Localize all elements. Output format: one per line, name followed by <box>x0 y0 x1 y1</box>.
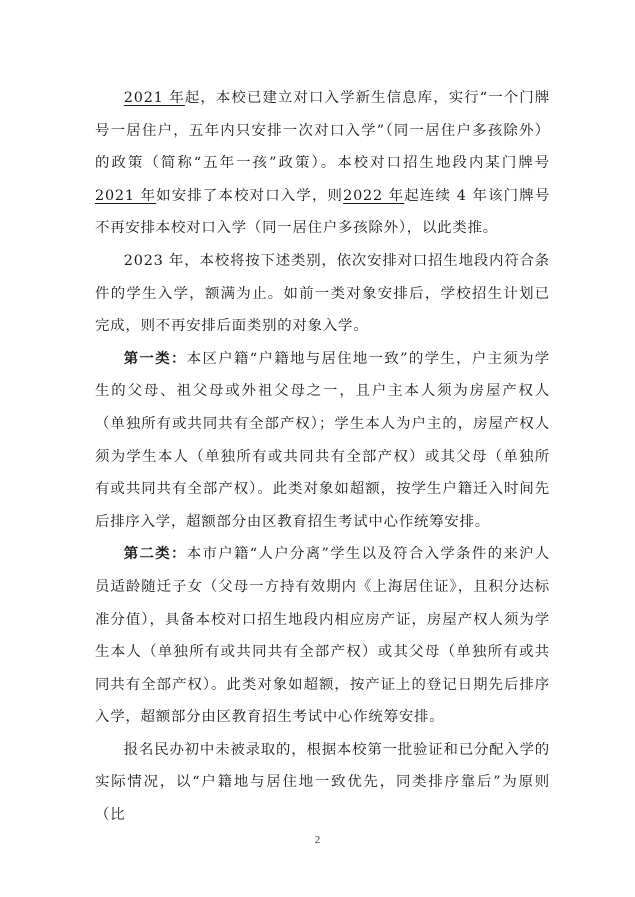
paragraph-category-one <box>95 343 550 539</box>
page-number: 2 <box>314 834 321 846</box>
paragraph-five-year-policy <box>95 82 550 245</box>
paragraph-private-school <box>95 734 550 832</box>
category-two-heading: 第二类： <box>123 545 187 563</box>
paragraph-category-two <box>95 538 550 734</box>
paragraph-2023-arrangement <box>95 245 550 343</box>
paragraph-text: 起，本校已建立对口入学新生信息库，实行“一个门牌号一居住户，五年内只安排一次对口入学”（同一居住户多孩除外）的政策（简称“五年一孩”政策）。本校对口招生地段内某门牌号 <box>95 90 551 172</box>
underlined-year: 2021 年 <box>95 187 157 204</box>
underlined-year: 2022 年 <box>343 187 405 204</box>
underlined-year: 2021 年 <box>123 90 185 106</box>
paragraph-text: 本区户籍“户籍地与居住地一致”的学生，户主须为学生的父母、祖父母或外祖父母之一，且户主本人须为房屋产权人（单独所有或共同共有全部产权）；学生本人为户主的，房屋产权人须为学生本人（单独所有或共同共有全部产权）或其父母（单独所有或共同共有全部产权）。此类对象如超额，按学生户籍迁入时间先后排序入学，超额部分由区教育招生考试中心作统筹安排。 <box>95 350 551 530</box>
paragraph-text: 如安排了本校对口入学，则 <box>156 187 344 204</box>
paragraph-text: 报名民办初中未被录取的，根据本校第一批验证和已分配入学的实际情况，以“户籍地与居住地一致优先，同类排序靠后”为原则（比 <box>95 741 550 824</box>
paragraph-text: 2023 年，本校将按下述类别，依次安排对口招生地段内符合条件的学生入学，额满为止。如前一类对象安排后，学校招生计划已完成，则不再安排后面类别的对象入学。 <box>95 252 550 335</box>
paragraph-text: 本市户籍“人户分离”学生以及符合入学条件的来沪人员适龄随迁子女（父母一方持有效期内《上海居住证》，且积分达标准分值），具备本校对口招生地段内相应房产证，房屋产权人须为学生本人（单独所有或共同共有全部产权）或其父母（单独所有或共同共有全部产权）。此类对象如超额，按产证上的登记日期先后排序入学，超额部分由区教育招生考试中心作统筹安排。 <box>95 546 551 726</box>
category-one-heading: 第一类： <box>123 349 187 367</box>
paragraph-text: 起连续 4 年该门牌号不再安排本校对口入学（同一居住户多孩除外），以此类推。 <box>95 187 551 237</box>
document-body <box>95 82 550 832</box>
